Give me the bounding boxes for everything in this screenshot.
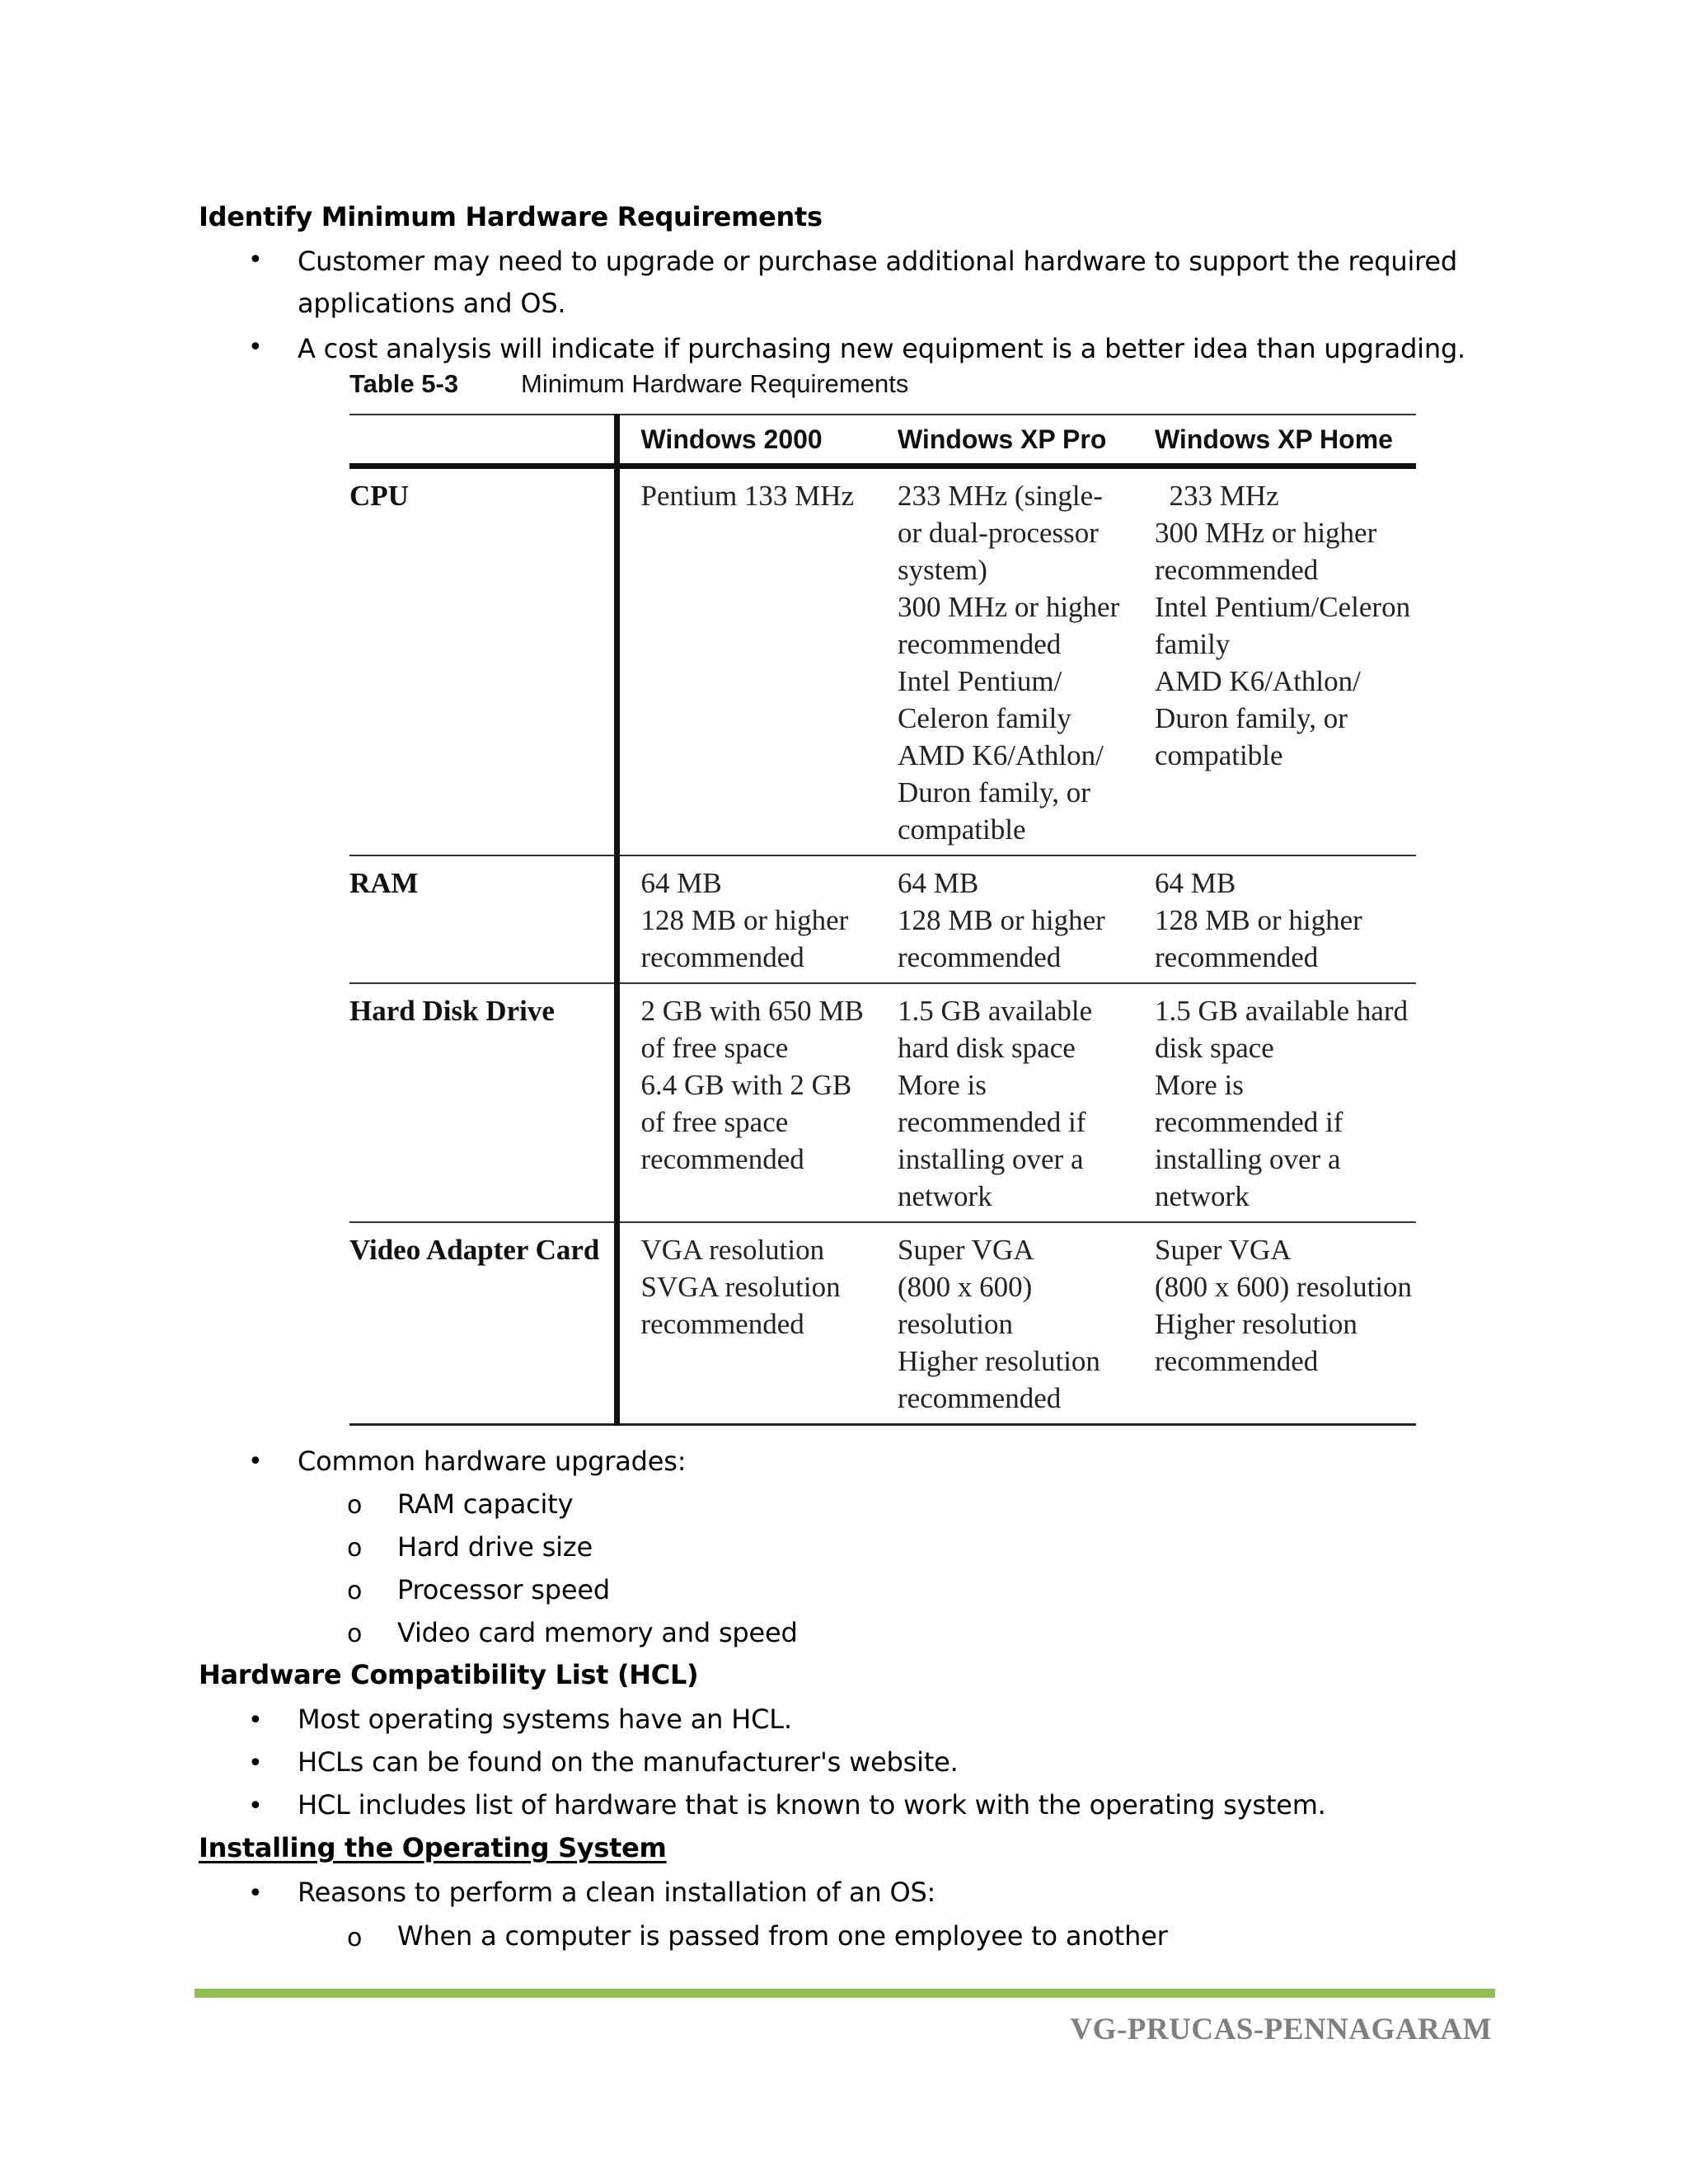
- cell-line: compatible: [898, 813, 1026, 846]
- cell-line: recommended: [640, 1142, 804, 1175]
- cell-line: system): [898, 553, 987, 586]
- cell-line: 64 MB: [1155, 866, 1236, 899]
- section-heading-hardware-requirements: Identify Minimum Hardware Requirements: [199, 201, 823, 232]
- hcl-bullet: HCLs can be found on the manufacturer's website.: [298, 1746, 959, 1778]
- table-cell-windows-2000: [617, 1222, 884, 1425]
- table-row: [349, 855, 1416, 983]
- cell-line: recommended if: [1155, 1105, 1343, 1138]
- cell-line: resolution: [898, 1307, 1013, 1340]
- bullet-marker: •: [248, 246, 263, 274]
- table-row: [349, 466, 1416, 855]
- row-header-cell: Hard Disk Drive: [349, 983, 617, 1222]
- cell-line: (800 x 600) resolution: [1155, 1270, 1413, 1303]
- cell-line: recommended: [640, 940, 804, 973]
- row-header-cell: RAM: [349, 855, 617, 983]
- table-cell-windows-xp-home: [1142, 1222, 1416, 1425]
- table-body: [349, 466, 1416, 1424]
- install-item: When a computer is passed from one employee to another: [397, 1920, 1168, 1952]
- cell-line: 233 MHz (single-: [898, 479, 1103, 512]
- hardware-requirements-table: [349, 414, 1416, 1426]
- cell-line: More is: [898, 1068, 987, 1101]
- table-row: [349, 983, 1416, 1222]
- cell-line: VGA resolution: [640, 1233, 825, 1266]
- bullet-marker: •: [248, 1879, 263, 1908]
- upgrade-item: Video card memory and speed: [397, 1617, 798, 1648]
- cell-line: or dual-processor: [898, 516, 1099, 549]
- cell-line: family: [1155, 627, 1231, 660]
- cell-line: compatible: [1155, 738, 1283, 771]
- table-cell-windows-2000: [617, 466, 884, 855]
- table-cell-windows-2000: [617, 983, 884, 1222]
- install-intro: Reasons to perform a clean installation of an OS:: [298, 1877, 936, 1908]
- cell-line: of free space: [640, 1105, 789, 1138]
- bullet-line: applications and OS.: [298, 288, 566, 319]
- table-cell-windows-xp-home: [1142, 855, 1416, 983]
- cell-line: (800 x 600): [898, 1270, 1033, 1303]
- cell-line: Celeron family: [898, 701, 1071, 734]
- bullet-marker: •: [248, 1447, 263, 1476]
- cell-line: AMD K6/Athlon/: [1155, 664, 1361, 697]
- cell-line: 64 MB: [640, 866, 722, 899]
- upgrade-item: Processor speed: [397, 1574, 610, 1605]
- cell-line: recommended: [898, 940, 1062, 973]
- cell-line: installing over a: [898, 1142, 1084, 1175]
- bullet-line: Customer may need to upgrade or purchase additional hardware to support the required: [298, 246, 1458, 277]
- row-header-cell: Video Adapter Card: [349, 1222, 617, 1425]
- footer-label: VG-PRUCAS-PENNAGARAM: [1070, 2013, 1492, 2046]
- bullet-text-cost-analysis: [298, 328, 1466, 370]
- cell-line: 1.5 GB available hard: [1155, 994, 1409, 1027]
- cell-line: recommended: [1155, 553, 1319, 586]
- sub-bullet-marker: o: [347, 1924, 363, 1952]
- cell-line: recommended: [1155, 1344, 1319, 1377]
- cell-line: AMD K6/Athlon/: [898, 738, 1104, 771]
- table-header-row: [349, 415, 1416, 466]
- table-row: [349, 1222, 1416, 1425]
- cell-line: recommended: [640, 1307, 804, 1340]
- header-cell-windows-2000: Windows 2000: [617, 415, 884, 466]
- cell-line: 128 MB or higher: [640, 903, 849, 936]
- table-cell-windows-xp-pro: [884, 1222, 1142, 1425]
- cell-line: recommended if: [898, 1105, 1086, 1138]
- table-cell-windows-xp-home: [1142, 983, 1416, 1222]
- cell-line: 300 MHz or higher: [898, 590, 1120, 623]
- cell-line: of free space: [640, 1031, 789, 1064]
- cell-line: Duron family, or: [1155, 701, 1348, 734]
- footer-divider: [195, 1989, 1495, 1998]
- cell-line: disk space: [1155, 1031, 1274, 1064]
- row-header-cell: CPU: [349, 466, 617, 855]
- table-cell-windows-xp-pro: [884, 983, 1142, 1222]
- table-cell-windows-xp-pro: [884, 466, 1142, 855]
- cell-line: Intel Pentium/Celeron: [1155, 590, 1411, 623]
- cell-line: 6.4 GB with 2 GB: [640, 1068, 852, 1101]
- cell-line: 2 GB with 650 MB: [640, 994, 864, 1027]
- bullet-marker: •: [248, 333, 263, 362]
- cell-line: Super VGA: [898, 1233, 1034, 1266]
- cell-line: More is: [1155, 1068, 1244, 1101]
- table-number: Table 5-3: [349, 369, 459, 398]
- header-cell-empty: [349, 415, 617, 466]
- cell-line: hard disk space: [898, 1031, 1076, 1064]
- table-title: Minimum Hardware Requirements: [521, 369, 909, 398]
- bullet-line: A cost analysis will indicate if purchasing new equipment is a better idea than upgrading.: [298, 333, 1466, 364]
- bullet-marker: •: [248, 1792, 263, 1821]
- cell-line: installing over a: [1155, 1142, 1341, 1175]
- table-cell-windows-2000: [617, 855, 884, 983]
- table-cell-windows-xp-pro: [884, 855, 1142, 983]
- sub-bullet-marker: o: [347, 1577, 363, 1605]
- hcl-bullet: HCL includes list of hardware that is known to work with the operating system.: [298, 1789, 1326, 1821]
- section-heading-installing-os: Installing the Operating System: [199, 1832, 667, 1863]
- upgrade-item: RAM capacity: [397, 1488, 574, 1520]
- bullet-marker: •: [248, 1749, 263, 1778]
- upgrades-intro: Common hardware upgrades:: [298, 1446, 687, 1477]
- cell-line: recommended: [1155, 940, 1319, 973]
- sub-bullet-marker: o: [347, 1619, 363, 1648]
- cell-line: 1.5 GB available: [898, 994, 1093, 1027]
- cell-line: Pentium 133 MHz: [640, 479, 855, 512]
- table-cell-windows-xp-home: [1142, 466, 1416, 855]
- cell-line: 64 MB: [898, 866, 979, 899]
- cell-line: 300 MHz or higher: [1155, 516, 1377, 549]
- cell-line: 128 MB or higher: [898, 903, 1105, 936]
- hcl-bullet: Most operating systems have an HCL.: [298, 1704, 792, 1735]
- section-heading-hcl: Hardware Compatibility List (HCL): [199, 1659, 699, 1690]
- sub-bullet-marker: o: [347, 1491, 363, 1520]
- table-caption: [349, 368, 908, 401]
- cell-line: Higher resolution: [898, 1344, 1100, 1377]
- sub-bullet-marker: o: [347, 1534, 363, 1563]
- cell-line: Intel Pentium/: [898, 664, 1062, 697]
- cell-line: Higher resolution: [1155, 1307, 1357, 1340]
- cell-line: 128 MB or higher: [1155, 903, 1362, 936]
- header-cell-windows-xp-home: Windows XP Home: [1142, 415, 1416, 466]
- bullet-text-upgrade: [298, 241, 1458, 325]
- cell-line: recommended: [898, 1381, 1062, 1414]
- cell-line: Super VGA: [1155, 1233, 1292, 1266]
- cell-line: recommended: [898, 627, 1062, 660]
- cell-line: 233 MHz: [1155, 479, 1279, 512]
- cell-line: network: [898, 1179, 992, 1212]
- cell-line: SVGA resolution: [640, 1270, 841, 1303]
- cell-line: network: [1155, 1179, 1250, 1212]
- upgrade-item: Hard drive size: [397, 1531, 593, 1563]
- header-cell-windows-xp-pro: Windows XP Pro: [884, 415, 1142, 466]
- bullet-marker: •: [248, 1706, 263, 1735]
- cell-line: Duron family, or: [898, 776, 1090, 808]
